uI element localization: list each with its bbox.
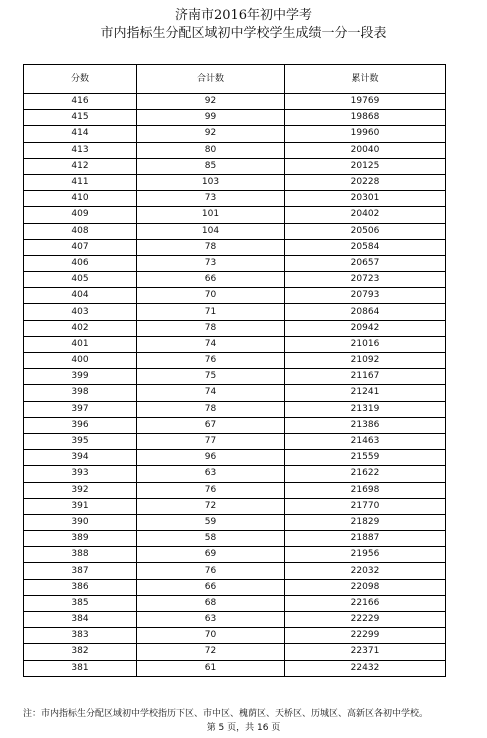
cell-cumulative: 20864 — [285, 304, 446, 320]
table-row — [24, 498, 446, 514]
table-row — [24, 514, 446, 530]
cell-cumulative: 21386 — [285, 417, 446, 433]
table-row — [24, 660, 446, 676]
cell-cumulative: 21319 — [285, 401, 446, 417]
table-row — [24, 595, 446, 611]
cell-cumulative: 22229 — [285, 612, 446, 628]
cell-count: 78 — [137, 320, 285, 336]
cell-count: 66 — [137, 579, 285, 595]
cell-score: 385 — [24, 595, 137, 611]
cell-cumulative: 20942 — [285, 320, 446, 336]
cell-count: 73 — [137, 255, 285, 271]
table-row — [24, 482, 446, 498]
table-row — [24, 320, 446, 336]
table-row — [24, 288, 446, 304]
table-row — [24, 142, 446, 158]
column-header-score: 分数 — [24, 65, 137, 94]
cell-cumulative: 21829 — [285, 514, 446, 530]
cell-score: 395 — [24, 433, 137, 449]
table-row — [24, 579, 446, 595]
cell-score: 404 — [24, 288, 137, 304]
cell-score: 414 — [24, 126, 137, 142]
cell-cumulative: 19868 — [285, 110, 446, 126]
cell-score: 403 — [24, 304, 137, 320]
cell-cumulative: 22432 — [285, 660, 446, 676]
table-row — [24, 94, 446, 110]
cell-cumulative: 22299 — [285, 628, 446, 644]
cell-cumulative: 22098 — [285, 579, 446, 595]
table-row — [24, 401, 446, 417]
cell-score: 402 — [24, 320, 137, 336]
table-row — [24, 272, 446, 288]
cell-count: 58 — [137, 531, 285, 547]
score-distribution-table — [23, 64, 446, 677]
cell-count: 74 — [137, 385, 285, 401]
cell-count: 71 — [137, 304, 285, 320]
cell-count: 85 — [137, 158, 285, 174]
cell-score: 399 — [24, 369, 137, 385]
table-body — [24, 94, 446, 677]
table-row — [24, 255, 446, 271]
footnote: 注：市内指标生分配区域初中学校指历下区、市中区、槐荫区、天桥区、历城区、高新区各初中学校。 — [23, 709, 429, 719]
table-row — [24, 531, 446, 547]
cell-count: 73 — [137, 191, 285, 207]
cell-score: 410 — [24, 191, 137, 207]
table-row — [24, 110, 446, 126]
table-row — [24, 644, 446, 660]
cell-cumulative: 21092 — [285, 353, 446, 369]
cell-score: 393 — [24, 466, 137, 482]
column-header-count: 合计数 — [137, 65, 285, 94]
cell-score: 401 — [24, 336, 137, 352]
table-row — [24, 417, 446, 433]
cell-score: 386 — [24, 579, 137, 595]
cell-count: 69 — [137, 547, 285, 563]
cell-score: 388 — [24, 547, 137, 563]
table-row — [24, 628, 446, 644]
cell-cumulative: 22032 — [285, 563, 446, 579]
cell-score: 390 — [24, 514, 137, 530]
cell-cumulative: 20228 — [285, 174, 446, 190]
table-row — [24, 191, 446, 207]
cell-count: 103 — [137, 174, 285, 190]
cell-count: 70 — [137, 628, 285, 644]
cell-score: 405 — [24, 272, 137, 288]
cell-score: 407 — [24, 239, 137, 255]
page-title-line1: 济南市2016年初中学考 — [174, 8, 313, 23]
cell-cumulative: 22166 — [285, 595, 446, 611]
cell-score: 400 — [24, 353, 137, 369]
cell-count: 101 — [137, 207, 285, 223]
table-row — [24, 126, 446, 142]
cell-cumulative: 21956 — [285, 547, 446, 563]
cell-cumulative: 19960 — [285, 126, 446, 142]
cell-cumulative: 20584 — [285, 239, 446, 255]
table-row — [24, 158, 446, 174]
cell-cumulative: 20040 — [285, 142, 446, 158]
cell-score: 408 — [24, 223, 137, 239]
cell-count: 80 — [137, 142, 285, 158]
page-number: 第 5 页，共 16 页 — [206, 723, 281, 733]
cell-cumulative: 21698 — [285, 482, 446, 498]
table-row — [24, 336, 446, 352]
cell-count: 92 — [137, 126, 285, 142]
cell-cumulative: 21622 — [285, 466, 446, 482]
table-row — [24, 612, 446, 628]
cell-score: 396 — [24, 417, 137, 433]
cell-score: 409 — [24, 207, 137, 223]
cell-score: 387 — [24, 563, 137, 579]
table-row — [24, 174, 446, 190]
cell-score: 413 — [24, 142, 137, 158]
table-row — [24, 207, 446, 223]
table-row — [24, 385, 446, 401]
cell-score: 382 — [24, 644, 137, 660]
table-row — [24, 369, 446, 385]
cell-cumulative: 20125 — [285, 158, 446, 174]
cell-cumulative: 21463 — [285, 433, 446, 449]
cell-score: 415 — [24, 110, 137, 126]
table-row — [24, 466, 446, 482]
cell-count: 92 — [137, 94, 285, 110]
cell-cumulative: 20723 — [285, 272, 446, 288]
cell-cumulative: 21559 — [285, 450, 446, 466]
cell-score: 397 — [24, 401, 137, 417]
cell-score: 392 — [24, 482, 137, 498]
cell-score: 381 — [24, 660, 137, 676]
cell-count: 99 — [137, 110, 285, 126]
cell-score: 411 — [24, 174, 137, 190]
cell-score: 383 — [24, 628, 137, 644]
page-title-line2: 市内指标生分配区域初中学校学生成绩一分一段表 — [100, 26, 387, 41]
cell-cumulative: 21770 — [285, 498, 446, 514]
cell-count: 76 — [137, 563, 285, 579]
column-header-cumulative: 累计数 — [285, 65, 446, 94]
table-row — [24, 547, 446, 563]
cell-count: 104 — [137, 223, 285, 239]
cell-count: 78 — [137, 401, 285, 417]
table-row — [24, 450, 446, 466]
cell-cumulative: 19769 — [285, 94, 446, 110]
cell-score: 384 — [24, 612, 137, 628]
cell-count: 59 — [137, 514, 285, 530]
cell-count: 70 — [137, 288, 285, 304]
cell-count: 72 — [137, 644, 285, 660]
table-header-row — [24, 65, 446, 94]
cell-count: 96 — [137, 450, 285, 466]
table-row — [24, 304, 446, 320]
cell-cumulative: 20657 — [285, 255, 446, 271]
cell-count: 67 — [137, 417, 285, 433]
cell-score: 389 — [24, 531, 137, 547]
cell-score: 416 — [24, 94, 137, 110]
cell-score: 406 — [24, 255, 137, 271]
cell-count: 77 — [137, 433, 285, 449]
cell-count: 76 — [137, 353, 285, 369]
cell-cumulative: 20793 — [285, 288, 446, 304]
cell-score: 412 — [24, 158, 137, 174]
table-row — [24, 223, 446, 239]
cell-count: 68 — [137, 595, 285, 611]
cell-cumulative: 20506 — [285, 223, 446, 239]
cell-cumulative: 22371 — [285, 644, 446, 660]
cell-count: 76 — [137, 482, 285, 498]
cell-cumulative: 21167 — [285, 369, 446, 385]
cell-score: 394 — [24, 450, 137, 466]
cell-cumulative: 21887 — [285, 531, 446, 547]
cell-cumulative: 21241 — [285, 385, 446, 401]
cell-score: 391 — [24, 498, 137, 514]
cell-cumulative: 20301 — [285, 191, 446, 207]
cell-count: 63 — [137, 612, 285, 628]
cell-cumulative: 20402 — [285, 207, 446, 223]
table-row — [24, 353, 446, 369]
cell-count: 63 — [137, 466, 285, 482]
cell-count: 75 — [137, 369, 285, 385]
table-row — [24, 239, 446, 255]
cell-count: 66 — [137, 272, 285, 288]
cell-count: 72 — [137, 498, 285, 514]
cell-count: 78 — [137, 239, 285, 255]
table-row — [24, 433, 446, 449]
cell-count: 61 — [137, 660, 285, 676]
table-row — [24, 563, 446, 579]
cell-cumulative: 21016 — [285, 336, 446, 352]
cell-count: 74 — [137, 336, 285, 352]
cell-score: 398 — [24, 385, 137, 401]
